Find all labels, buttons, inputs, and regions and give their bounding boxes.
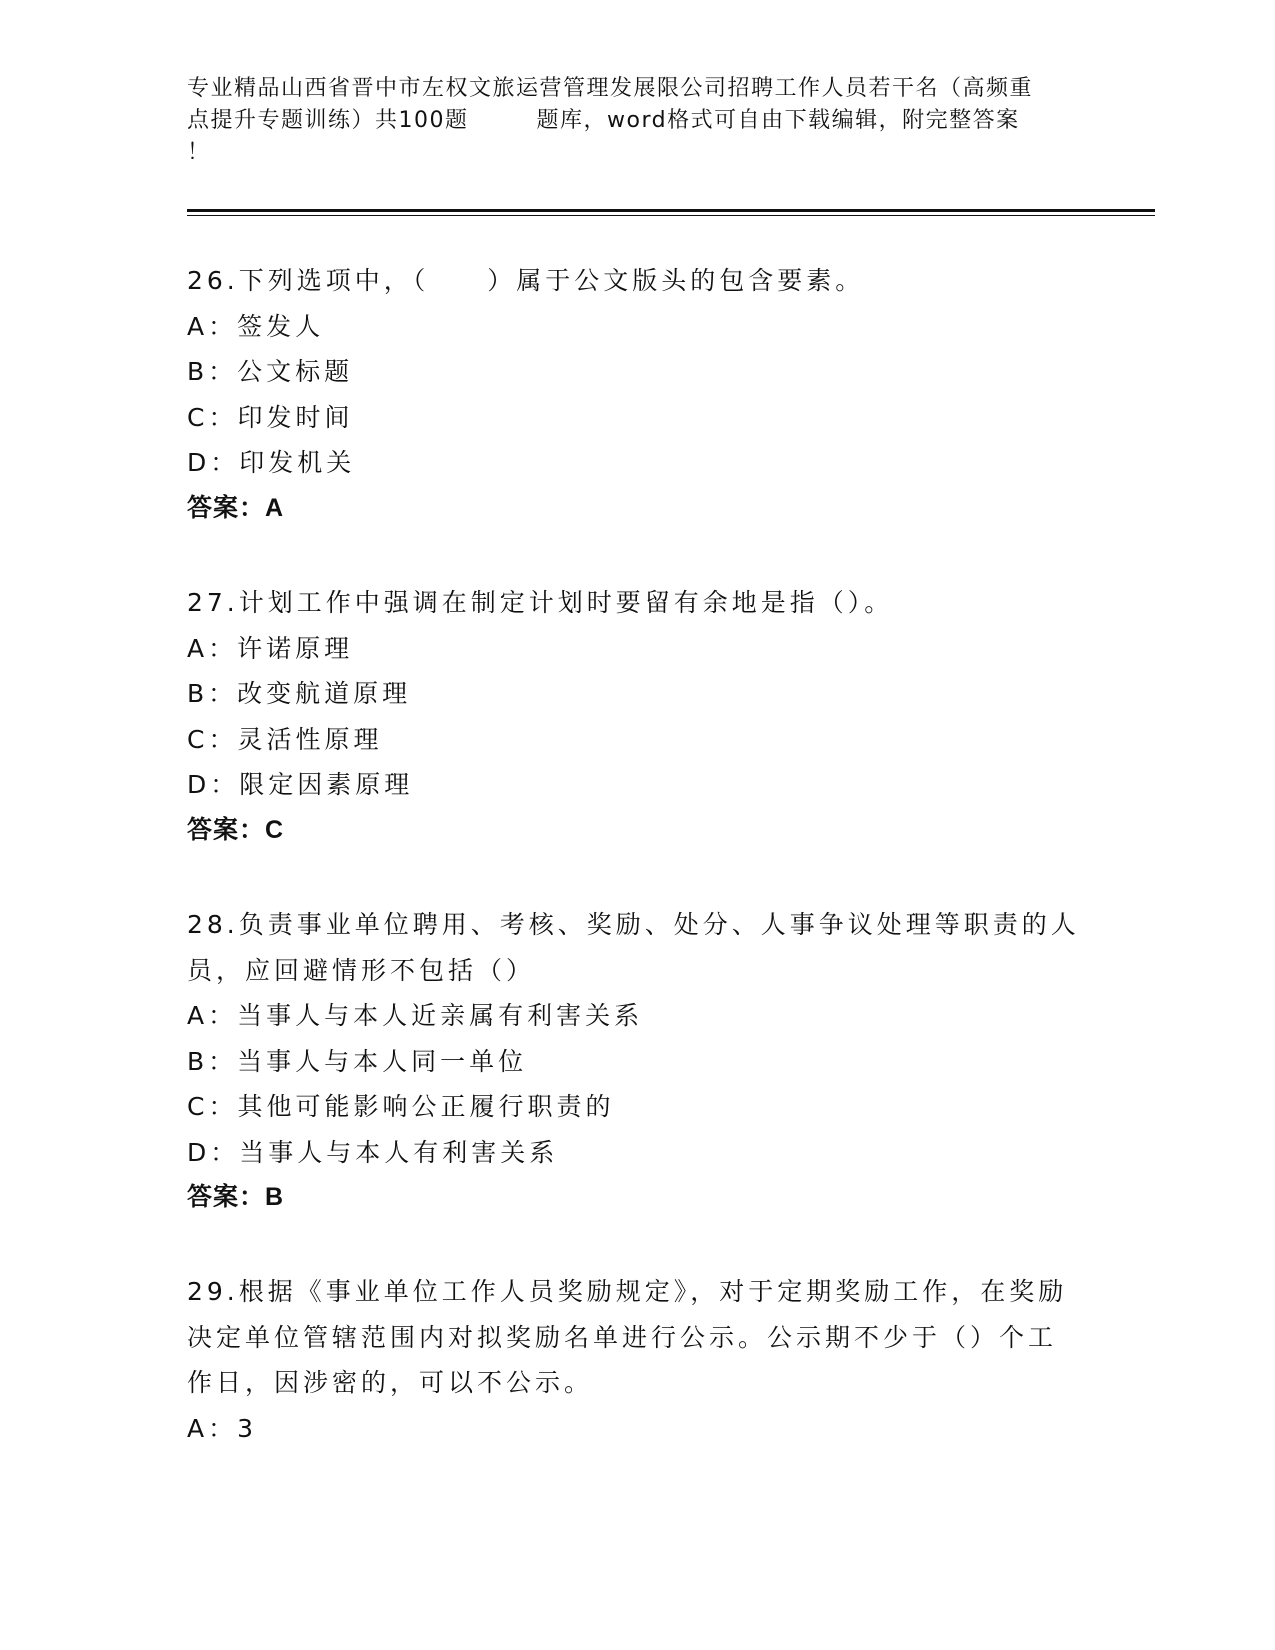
header-divider-thick — [187, 209, 1155, 212]
question-stem-line-2: 决定单位管辖范围内对拟奖励名单进行公示。公示期不少于（）个工 — [187, 1322, 1058, 1352]
header-title-line-2-part-b: 题库，word格式可自由下载编辑，附完整答案 — [536, 108, 1020, 133]
question-stem-line-1: 29.根据《事业单位工作人员奖励规定》，对于定期奖励工作，在奖励 — [187, 1277, 1068, 1306]
question-stem-line-3: 作日，因涉密的，可以不公示。 — [187, 1368, 594, 1397]
answer-line: 答案：A — [187, 493, 285, 522]
option-a: A：当事人与本人近亲属有利害关系 — [187, 1001, 644, 1030]
option-c: C：灵活性原理 — [187, 724, 383, 754]
question-26 — [187, 258, 1087, 531]
option-b: B：改变航道原理 — [187, 679, 412, 708]
question-28 — [187, 902, 1087, 1221]
header-title-line-3: ！ — [187, 140, 211, 165]
question-29 — [187, 1269, 1087, 1451]
option-a: A：3 — [187, 1413, 258, 1443]
option-c: C：印发时间 — [187, 402, 354, 432]
question-stem: 26.下列选项中，（ ）属于公文版头的包含要素。 — [187, 266, 865, 295]
option-b: B：公文标题 — [187, 357, 354, 386]
option-c: C：其他可能影响公正履行职责的 — [187, 1092, 615, 1121]
option-d: D：限定因素原理 — [187, 770, 414, 799]
option-a: A：签发人 — [187, 311, 325, 341]
header-title-line-2 — [187, 105, 1087, 137]
header-title-line-2-part-a: 点提升专题训练）共100题 — [187, 108, 469, 133]
option-b: B：当事人与本人同一单位 — [187, 1046, 528, 1076]
question-stem-line-1: 28.负责事业单位聘用、考核、奖励、处分、人事争议处理等职责的人 — [187, 910, 1080, 939]
header-divider-thin — [187, 215, 1155, 216]
header-title-line-1: 专业精品山西省晋中市左权文旅运营管理发展限公司招聘工作人员若干名（高频重 — [187, 76, 1034, 101]
answer-line: 答案：B — [187, 1183, 285, 1211]
option-a: A：许诺原理 — [187, 633, 354, 663]
option-d: D：印发机关 — [187, 448, 356, 477]
question-27 — [187, 580, 1087, 853]
document-header — [187, 73, 1087, 169]
question-stem: 27.计划工作中强调在制定计划时要留有余地是指（）。 — [187, 588, 894, 617]
answer-line: 答案：C — [187, 815, 285, 844]
question-stem-line-2: 员，应回避情形不包括（） — [187, 955, 536, 985]
option-d: D：当事人与本人有利害关系 — [187, 1137, 559, 1167]
